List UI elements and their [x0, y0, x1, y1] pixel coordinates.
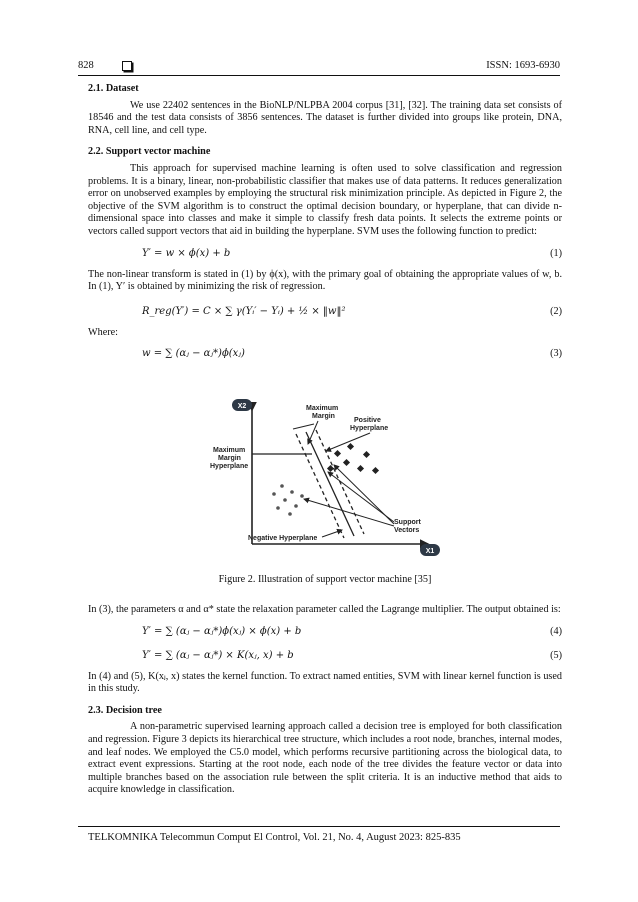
- margin-hyperplane-label-3: Hyperplane: [210, 463, 249, 470]
- section-title: 2.3. Decision tree: [88, 704, 162, 716]
- paragraph: A non-parametric supervised learning approach called a decision tree is employed for both classification and regression. Figure 3 depicts its hierarchical tree structure, which includes a root node, branches, internal modes, and leaf nodes. We employed the C5.0 model, which performs recursive partitioning across the biological data, to extract event expressions. Starting at the root node, each node of the tree divides the feature vector or data into multiple branches based on the association rule between the split criteria. It is an inductive method that aids to acquire knowledge in classification.: [88, 721, 562, 796]
- main-content: [88, 83, 562, 369]
- section-decision-tree: [88, 705, 562, 797]
- negative-hyperplane-line: [296, 434, 344, 538]
- negative-hyperplane-label: Negative Hyperplane: [248, 535, 318, 542]
- equation-5: Y′ = ∑ (αⱼ − αⱼ*) × K(xⱼ, x) + b (5): [142, 649, 562, 661]
- positive-hyperplane-arrow: [326, 433, 370, 451]
- svm-diagram: [188, 396, 458, 566]
- paragraph: In (4) and (5), K(xⱼ, x) states the kernel function. To extract named entities, SVM with linear kernel function is used in this study.: [88, 670, 562, 695]
- max-margin-label: Maximum: [306, 405, 339, 412]
- section-dataset: [88, 83, 562, 137]
- page-header: [78, 60, 560, 74]
- negative-class-points: [272, 484, 304, 516]
- paragraph: In (3), the parameters α and α* state the relaxation parameter called the Lagrange multiplier. The output obtained is:: [88, 604, 561, 615]
- paragraph: This approach for supervised machine learning is often used to solve classification and regression problems. It is a binary, linear, non-probabilistic classifier that makes use of data patterns. It reduces generalization error on unobserved examples by employing the structural risk minimization principle. As depicted in Figure 2, the objective of the SVM algorithm is to construct the optimal decision boundary, or hyperplane, that can divide n-dimensional space into classes and make it simple to classify fresh data points. It selects the extreme points or vectors called support vectors that aid in building the hyperplane. SVM uses the following function to predict:: [88, 162, 562, 237]
- section-title: 2.1. Dataset: [88, 83, 139, 94]
- margin-bracket: [293, 424, 314, 429]
- section-svm: [88, 146, 562, 363]
- optimal-hyperplane-line: [306, 432, 354, 536]
- equation-2: R_reg(Y′) = C × ∑ γ(Yᵢ′ − Yᵢ) + ½ × ‖w‖² (2): [142, 305, 562, 317]
- paragraph: The non-linear transform is stated in (1) by ϕ(x), with the primary goal of obtaining the appropriate values of w, b. In (1), Y′ is obtained by minimizing the risk of regression.: [88, 268, 562, 293]
- positive-hyperplane-label: Positive: [354, 417, 381, 424]
- where-label: Where:: [88, 326, 118, 338]
- footer-rule: [78, 826, 560, 827]
- x1-label: X1: [425, 548, 435, 555]
- equation-3: w = ∑ (αⱼ − αⱼ*)ϕ(xⱼ) (3): [142, 348, 562, 360]
- figure-svm: [88, 396, 562, 571]
- support-vector-arrow-2: [334, 465, 394, 524]
- negative-hyperplane-arrow: [322, 530, 342, 537]
- x2-label: X2: [237, 403, 247, 410]
- paragraph: We use 22402 sentences in the BioNLP/NLPBA 2004 corpus [31], [32]. The training data set consists of 18546 and the test data consists of 3856 sentences. The dataset is further divided into groups like protein, DNA, RNA, cell line, and cell type.: [88, 99, 562, 136]
- support-vectors-label-2: Vectors: [394, 527, 420, 534]
- square-icon: [122, 61, 132, 71]
- main-content-continued: [88, 604, 562, 797]
- margin-hyperplane-label-2: Margin: [218, 455, 241, 462]
- figure-caption: Figure 2. Illustration of support vector machine [35]: [218, 574, 432, 585]
- support-vectors-label: Support: [394, 519, 421, 526]
- equation-1: Y′ = w × ϕ(x) + b (1): [142, 247, 562, 259]
- positive-hyperplane-label-2: Hyperplane: [350, 425, 389, 432]
- equation-4: Y′ = ∑ (αⱼ − αⱼ*)ϕ(xⱼ) × ϕ(x) + b (4): [142, 625, 562, 637]
- header-rule: [78, 75, 560, 76]
- max-margin-label-2: Margin: [312, 413, 335, 420]
- page-number: 828: [78, 60, 94, 71]
- issn: ISSN: 1693-6930: [486, 60, 560, 71]
- margin-hyperplane-label: Maximum: [213, 447, 246, 454]
- page-footer: TELKOMNIKA Telecommun Comput El Control, Vol. 21, No. 4, August 2023: 825-835: [88, 832, 461, 843]
- section-title: 2.2. Support vector machine: [88, 146, 211, 158]
